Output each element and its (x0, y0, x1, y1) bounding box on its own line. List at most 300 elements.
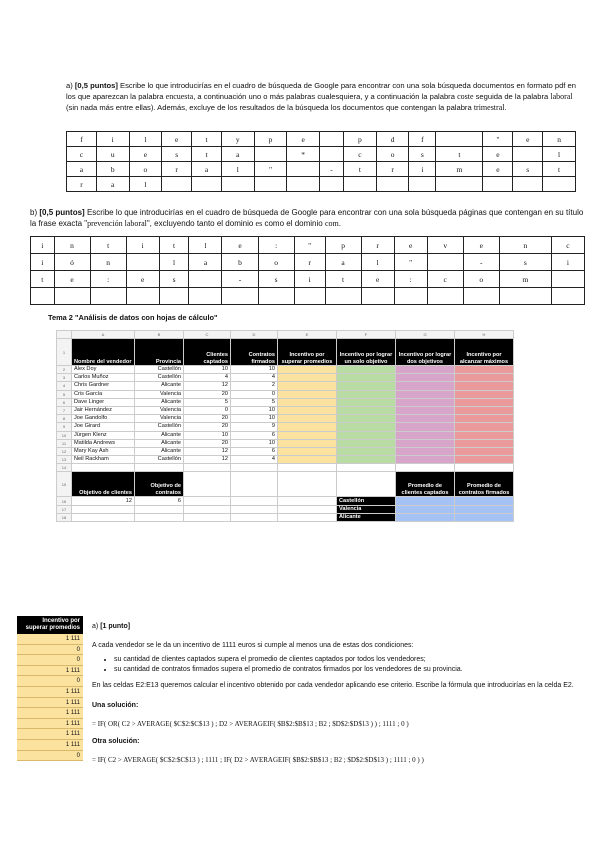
side-value-cell: 0 (17, 645, 83, 656)
solution-1-label: Una solución: (92, 702, 139, 709)
grid-cell (319, 132, 343, 147)
grid-cell: a (325, 254, 361, 271)
grid-cell: n (90, 254, 126, 271)
row-number[interactable]: 12 (57, 447, 72, 455)
data-row (57, 456, 514, 464)
empty-cell[interactable] (72, 505, 135, 513)
grid-cell (221, 177, 254, 192)
incentive-cell[interactable] (278, 374, 337, 382)
data-cell[interactable]: Castellón (135, 423, 184, 431)
grid-cell (162, 177, 192, 192)
data-cell[interactable]: 20 (184, 439, 231, 447)
data-cell[interactable]: Valencia (135, 390, 184, 398)
column-letter[interactable]: D (231, 331, 278, 339)
empty-cell[interactable] (135, 505, 184, 513)
incentive-cell[interactable] (337, 374, 396, 382)
grid-cell: n (54, 237, 90, 254)
incentive-cell[interactable] (455, 415, 514, 423)
grid-cell: c (67, 147, 97, 162)
grid-cell (192, 177, 222, 192)
avg-clients-cell[interactable] (396, 497, 455, 505)
header-cell[interactable]: Incentivo por superar promedios (278, 339, 337, 366)
data-cell[interactable]: Alicante (135, 382, 184, 390)
incentive-cell[interactable] (337, 398, 396, 406)
empty-cell[interactable] (278, 497, 337, 505)
incentive-cell[interactable] (396, 423, 455, 431)
grid-cell (409, 177, 436, 192)
empty-cell[interactable] (337, 472, 396, 497)
grid-cell: f (67, 132, 97, 147)
incentive-cell[interactable] (396, 447, 455, 455)
grid-cell (551, 288, 584, 305)
grid-cell: p (344, 132, 377, 147)
incentive-cell[interactable] (278, 431, 337, 439)
side-value-cell: 1 111 (17, 687, 83, 698)
data-cell[interactable]: 10 (231, 415, 278, 423)
column-letter[interactable]: B (135, 331, 184, 339)
data-cell[interactable]: 4 (184, 374, 231, 382)
incentive-cell[interactable] (396, 366, 455, 374)
row-number[interactable]: 10 (57, 431, 72, 439)
grid-cell: o (376, 147, 409, 162)
data-cell[interactable]: Alicante (135, 439, 184, 447)
data-cell[interactable]: 2 (231, 382, 278, 390)
data-cell[interactable]: Alicante (135, 447, 184, 455)
grid-cell: n (543, 132, 576, 147)
grid-cell: s (499, 254, 551, 271)
data-cell[interactable]: Valencia (135, 415, 184, 423)
grid-cell: t (344, 162, 377, 177)
row-number[interactable]: 11 (57, 439, 72, 447)
grid-cell: - (319, 162, 343, 177)
grid-cell (126, 288, 159, 305)
question-a-word-3: laboral (550, 92, 573, 101)
avg-header-clients[interactable]: Promedio de clientes captados (396, 472, 455, 497)
incentive-cell[interactable] (337, 390, 396, 398)
data-cell[interactable]: Castellón (135, 366, 184, 374)
grid-cell: a (96, 177, 129, 192)
grid-cell (189, 288, 222, 305)
incentive-cell[interactable] (278, 447, 337, 455)
empty-cell[interactable] (278, 472, 337, 497)
grid-cell (376, 177, 409, 192)
data-cell[interactable]: 5 (231, 398, 278, 406)
header-cell[interactable]: Provincia (135, 339, 184, 366)
grid-cell: a (192, 162, 222, 177)
question-a-text-3: seguida de la palabra (475, 92, 549, 101)
incentive-cell[interactable] (396, 415, 455, 423)
grid-cell (483, 177, 513, 192)
data-cell[interactable]: 12 (184, 456, 231, 464)
grid-cell: " (294, 237, 325, 254)
grid-row (31, 237, 585, 254)
data-cell[interactable]: 4 (231, 374, 278, 382)
empty-cell[interactable] (231, 464, 278, 472)
row-number[interactable]: 7 (57, 406, 72, 414)
condition-list (92, 655, 587, 675)
empty-cell[interactable] (396, 464, 455, 472)
incentive-cell[interactable] (278, 415, 337, 423)
grid-cell: p (254, 132, 287, 147)
side-incentive-column (17, 616, 83, 761)
grid-cell (54, 288, 90, 305)
header-cell[interactable]: Clientes captados (184, 339, 231, 366)
side-value-cell: 0 (17, 676, 83, 687)
grid-cell: l (543, 147, 576, 162)
grid-cell: r (361, 237, 394, 254)
data-cell[interactable]: 10 (231, 366, 278, 374)
row-number[interactable]: 2 (57, 366, 72, 374)
data-cell[interactable]: Chris Gardner (72, 382, 135, 390)
incentive-cell[interactable] (278, 390, 337, 398)
question-b-text-1: Escribe lo que introducirías en el cuadro de búsqueda de Google para encontrar con una sola búsqueda páginas que contengan en su título la frase exacta " (30, 208, 584, 228)
grid-cell: i (294, 271, 325, 288)
grid-cell (427, 254, 463, 271)
data-cell[interactable]: 0 (184, 406, 231, 414)
question-a-text-1: Escribe lo que introducirías en el cuadro de búsqueda de Google para encontrar con una sola búsqueda documentos en formato pdf en los que aparezcan la palabra (66, 81, 576, 101)
grid-cell (294, 288, 325, 305)
empty-cell[interactable] (184, 464, 231, 472)
incentive-cell[interactable] (396, 456, 455, 464)
data-cell[interactable]: Joe Gandolfo (72, 415, 135, 423)
empty-cell[interactable] (184, 472, 231, 497)
incentive-cell[interactable] (455, 423, 514, 431)
incentive-cell[interactable] (337, 382, 396, 390)
data-cell[interactable]: 10 (184, 431, 231, 439)
grid-cell: y (221, 132, 254, 147)
empty-cell[interactable] (184, 505, 231, 513)
column-letter[interactable]: F (337, 331, 396, 339)
grid-cell: i (551, 254, 584, 271)
grid-cell: e (129, 147, 162, 162)
row-number[interactable]: 4 (57, 382, 72, 390)
column-header-row (57, 331, 514, 339)
grid-cell: t (543, 162, 576, 177)
grid-cell (222, 288, 258, 305)
condition-1: • su cantidad de clientes captados supera el promedio de clientes captados por todos los vendedores; (114, 655, 587, 665)
grid-cell: s (513, 162, 543, 177)
empty-cell[interactable] (278, 464, 337, 472)
data-row (57, 447, 514, 455)
row-number[interactable]: 8 (57, 415, 72, 423)
grid-cell: l (189, 237, 222, 254)
grid-cell: t (31, 271, 55, 288)
incentive-cell[interactable] (455, 366, 514, 374)
grid-cell: o (258, 254, 294, 271)
incentive-cell[interactable] (455, 456, 514, 464)
incentive-cell[interactable] (396, 431, 455, 439)
incentive-cell[interactable] (455, 382, 514, 390)
grid-cell: s (159, 271, 189, 288)
grid-cell: l (159, 254, 189, 271)
grid-cell: e (222, 237, 258, 254)
incentive-cell[interactable] (337, 423, 396, 431)
column-letter[interactable]: C (184, 331, 231, 339)
side-value-cell: 1 111 (17, 666, 83, 677)
data-cell[interactable]: Cris García (72, 390, 135, 398)
column-letter[interactable]: A (72, 331, 135, 339)
data-cell[interactable]: 0 (231, 390, 278, 398)
header-cell[interactable]: Incentivo por lograr dos objetivos (396, 339, 455, 366)
grid-row (31, 271, 585, 288)
incentive-cell[interactable] (396, 439, 455, 447)
grid-cell: v (427, 237, 463, 254)
grid-cell (436, 177, 483, 192)
empty-cell[interactable] (231, 505, 278, 513)
incentive-cell[interactable] (337, 456, 396, 464)
incentive-cell[interactable] (396, 406, 455, 414)
grid-cell: r (294, 254, 325, 271)
summary-row (57, 497, 514, 505)
header-cell[interactable]: Incentivo por lograr un solo objetivo (337, 339, 396, 366)
data-cell[interactable]: Valencia (135, 406, 184, 414)
grid-cell (513, 177, 543, 192)
side-value-cell: 1 111 (17, 698, 83, 709)
incentive-cell[interactable] (278, 366, 337, 374)
city-label[interactable]: Castellón (337, 497, 396, 505)
incentive-cell[interactable] (278, 439, 337, 447)
row-number[interactable]: 9 (57, 423, 72, 431)
question-b-label: b) (30, 208, 38, 217)
row-number[interactable]: 13 (57, 456, 72, 464)
grid-cell: b (96, 162, 129, 177)
data-cell[interactable]: 20 (184, 423, 231, 431)
grid-cell (31, 288, 55, 305)
grid-cell: l (221, 162, 254, 177)
goal-value-clients[interactable]: 12 (72, 497, 135, 505)
incentive-cell[interactable] (278, 398, 337, 406)
grid-cell: e (513, 132, 543, 147)
grid-cell: " (254, 162, 287, 177)
data-row (57, 406, 514, 414)
incentive-cell[interactable] (337, 431, 396, 439)
incentive-cell[interactable] (455, 439, 514, 447)
incentive-cell[interactable] (455, 398, 514, 406)
data-cell[interactable]: 6 (231, 447, 278, 455)
data-cell[interactable]: Jürgen Klenz (72, 431, 135, 439)
data-cell[interactable]: Castellón (135, 456, 184, 464)
row-number[interactable]: 15 (57, 472, 72, 497)
city-label[interactable]: Valencia (337, 505, 396, 513)
row-number[interactable]: 5 (57, 390, 72, 398)
header-cell[interactable]: Incentivo por alcanzar máximos (455, 339, 514, 366)
grid-cell (394, 288, 427, 305)
data-cell[interactable]: 6 (231, 431, 278, 439)
grid-cell: i (409, 162, 436, 177)
grid-row (67, 162, 576, 177)
empty-cell[interactable] (72, 513, 135, 521)
data-cell[interactable]: Matilda Andrews (72, 439, 135, 447)
header-cell[interactable]: Nombre del vendedor (72, 339, 135, 366)
data-row (57, 366, 514, 374)
goal-header-clients[interactable]: Objetivo de clientes (72, 472, 135, 497)
question-b-text-2: ", excluyendo tanto el dominio (146, 219, 254, 228)
data-cell[interactable]: 20 (184, 390, 231, 398)
question-b-text-3: como el dominio (264, 219, 323, 228)
grid-cell (319, 177, 343, 192)
city-label[interactable]: Alicante (337, 513, 396, 521)
row-number[interactable]: 6 (57, 398, 72, 406)
side-value-cell: 0 (17, 751, 83, 762)
empty-cell[interactable] (72, 464, 135, 472)
question-c (92, 622, 587, 765)
incentive-cell[interactable] (455, 447, 514, 455)
grid-cell: e (287, 132, 320, 147)
incentive-cell[interactable] (455, 431, 514, 439)
spreadsheet (56, 330, 514, 522)
question-b-points: [0,5 puntos] (39, 208, 85, 217)
incentive-cell[interactable] (337, 447, 396, 455)
row-number[interactable]: 17 (57, 505, 72, 513)
question-c-intro: A cada vendedor se le da un incentivo de 1111 euros si cumple al menos una de estas dos condiciones: (92, 642, 414, 649)
avg-header-contracts[interactable]: Promedio de contratos firmados (455, 472, 514, 497)
incentive-cell[interactable] (337, 439, 396, 447)
answer-grid-a (66, 131, 576, 192)
incentive-cell[interactable] (396, 398, 455, 406)
row-number[interactable]: 3 (57, 374, 72, 382)
data-cell[interactable]: Dave Linger (72, 398, 135, 406)
incentive-cell[interactable] (278, 456, 337, 464)
empty-cell[interactable] (135, 513, 184, 521)
data-cell[interactable]: 4 (231, 456, 278, 464)
grid-cell: t (192, 147, 222, 162)
data-row (57, 423, 514, 431)
grid-cell: t (325, 271, 361, 288)
row-number[interactable]: 18 (57, 513, 72, 521)
grid-cell: l (129, 177, 162, 192)
column-letter[interactable]: H (455, 331, 514, 339)
empty-cell[interactable] (135, 464, 184, 472)
data-cell[interactable]: Mary Kay Ash (72, 447, 135, 455)
grid-cell: a (189, 254, 222, 271)
grid-cell: c (427, 271, 463, 288)
incentive-cell[interactable] (278, 382, 337, 390)
grid-row (31, 254, 585, 271)
incentive-cell[interactable] (396, 374, 455, 382)
grid-cell (344, 177, 377, 192)
grid-cell: e (483, 147, 513, 162)
grid-cell: c (344, 147, 377, 162)
empty-cell[interactable] (184, 497, 231, 505)
grid-cell (258, 288, 294, 305)
incentive-cell[interactable] (396, 390, 455, 398)
grid-cell (319, 147, 343, 162)
data-cell[interactable]: Alex Doy (72, 366, 135, 374)
data-cell[interactable]: Alicante (135, 431, 184, 439)
question-a-text-5: . (504, 103, 507, 112)
empty-row (57, 464, 514, 472)
data-cell[interactable]: 12 (184, 447, 231, 455)
data-cell[interactable]: 5 (184, 398, 231, 406)
grid-cell (463, 288, 499, 305)
incentive-cell[interactable] (455, 406, 514, 414)
grid-cell: p (325, 237, 361, 254)
data-cell[interactable]: Castellón (135, 374, 184, 382)
header-cell[interactable]: Contratos firmados (231, 339, 278, 366)
row-number[interactable]: 14 (57, 464, 72, 472)
question-c-task: En las celdas E2:E13 queremos calcular el incentivo obtenido por cada vendedor aplicando ese criterio. Escribe la fórmula que introducirías en la celda E2. (92, 682, 574, 689)
side-value-cell: 1 111 (17, 729, 83, 740)
grid-cell: : (90, 271, 126, 288)
empty-cell[interactable] (231, 497, 278, 505)
goal-value-contracts[interactable]: 6 (135, 497, 184, 505)
data-cell[interactable]: Neil Rackham (72, 456, 135, 464)
grid-cell: i (126, 237, 159, 254)
avg-clients-cell[interactable] (396, 513, 455, 521)
data-cell[interactable]: 20 (184, 415, 231, 423)
solution-1-formula: = IF( OR( C2 > AVERAGE( $C$2:$C$13 ) ; D2 > AVERAGEIF( $B$2:$B$13 ; B2 ; $D$2:$D$13 ) ) ; 1111 ; 0 ) (92, 720, 409, 728)
incentive-cell[interactable] (337, 406, 396, 414)
question-b-text-4: . (338, 219, 341, 228)
question-b-domain-2: com (324, 219, 339, 228)
row-number[interactable]: 16 (57, 497, 72, 505)
data-cell[interactable]: Joe Girard (72, 423, 135, 431)
grid-cell: e (126, 271, 159, 288)
grid-cell: e (394, 237, 427, 254)
empty-cell[interactable] (278, 505, 337, 513)
data-cell[interactable]: Jair Hernández (72, 406, 135, 414)
empty-cell[interactable] (278, 513, 337, 521)
empty-cell[interactable] (231, 513, 278, 521)
avg-contracts-cell[interactable] (455, 505, 514, 513)
grid-cell: i (31, 254, 55, 271)
incentive-cell[interactable] (455, 374, 514, 382)
grid-cell (543, 177, 576, 192)
empty-cell[interactable] (337, 464, 396, 472)
data-cell[interactable]: 10 (231, 406, 278, 414)
data-cell[interactable]: 10 (231, 439, 278, 447)
data-cell[interactable]: 12 (184, 382, 231, 390)
incentive-cell[interactable] (337, 415, 396, 423)
empty-cell[interactable] (231, 472, 278, 497)
column-letter[interactable]: G (396, 331, 455, 339)
incentive-cell[interactable] (278, 423, 337, 431)
avg-contracts-cell[interactable] (455, 497, 514, 505)
row-number[interactable]: 1 (57, 339, 72, 366)
avg-clients-cell[interactable] (396, 505, 455, 513)
grid-cell: t (90, 237, 126, 254)
goal-header-contracts[interactable]: Objetivo de contratos (135, 472, 184, 497)
question-a-word-2: coste (457, 92, 474, 101)
column-letter[interactable]: E (278, 331, 337, 339)
data-cell[interactable]: Alicante (135, 398, 184, 406)
data-cell[interactable]: 9 (231, 423, 278, 431)
question-a-points: [0,5 puntos] (74, 81, 118, 90)
grid-cell: l (129, 132, 162, 147)
data-cell[interactable]: 10 (184, 366, 231, 374)
incentive-cell[interactable] (455, 390, 514, 398)
incentive-cell[interactable] (278, 406, 337, 414)
summary-row (57, 505, 514, 513)
grid-cell: i (96, 132, 129, 147)
incentive-cell[interactable] (396, 382, 455, 390)
empty-cell[interactable] (184, 513, 231, 521)
grid-cell (427, 288, 463, 305)
incentive-cell[interactable] (337, 366, 396, 374)
grid-cell: t (159, 237, 189, 254)
side-value-cell: 1 111 (17, 634, 83, 645)
grid-cell: ó (54, 254, 90, 271)
grid-cell: u (96, 147, 129, 162)
data-row (57, 415, 514, 423)
grid-cell: m (499, 271, 551, 288)
grid-cell: t (436, 147, 483, 162)
grid-cell: d (376, 132, 409, 147)
empty-cell[interactable] (455, 464, 514, 472)
data-cell[interactable]: Carlos Muñoz (72, 374, 135, 382)
grid-cell: : (394, 271, 427, 288)
avg-contracts-cell[interactable] (455, 513, 514, 521)
